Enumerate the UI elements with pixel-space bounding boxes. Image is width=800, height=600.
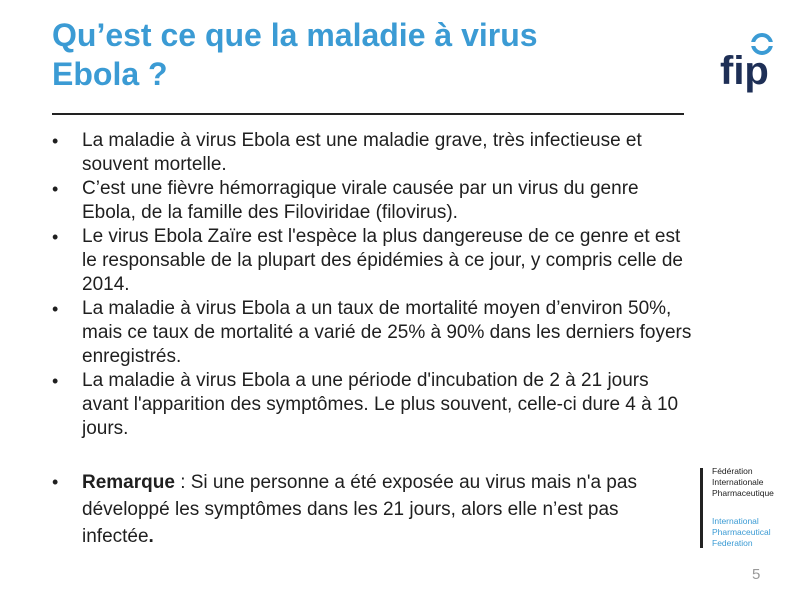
remark-label: Remarque [82,472,175,493]
bullet-marker: • [52,227,59,247]
bullet-text: La maladie à virus Ebola a un taux de mortalité moyen d’environ 50%, mais ce taux de mortalité a varié de 25% à 90% dans les derniers foyers enregistrés. [82,298,692,367]
organization-name-french [712,466,792,499]
organization-name-english [712,516,792,549]
page-number: 5 [752,566,761,583]
remark-text: : Si une personne a été exposée au virus mais n'a pas développé les symptômes dans les 21 jours, alors elle n’est pas infectée [82,472,637,547]
org-en-line: International [712,516,759,526]
bullet-item [52,225,692,297]
bullet-marker: • [52,472,59,492]
bullet-list [52,129,692,441]
slide-title-line-2: Ebola ? [52,56,168,92]
bullet-text: La maladie à virus Ebola a une période d'incubation de 2 à 21 jours avant l'apparition des symptômes. Le plus souvent, celle-ci dure 4 à 10 jours. [82,370,679,439]
fip-logo-text: fip [720,49,769,93]
slide-title [52,16,672,94]
bullet-marker: • [52,131,59,151]
fip-logo [718,30,778,100]
org-en-line: Federation [712,538,753,548]
org-fr-line: Pharmaceutique [712,488,774,498]
organization-bar [700,468,703,548]
bullet-text: La maladie à virus Ebola est une maladie grave, très infectieuse et souvent mortelle. [82,130,642,175]
bullet-item [52,297,692,369]
title-divider [52,113,684,115]
org-fr-line: Fédération [712,466,753,476]
bullet-item [52,129,692,177]
bullet-item [52,177,692,225]
remark-note [52,469,672,550]
slide-title-line-1: Qu’est ce que la maladie à virus [52,17,538,53]
bullet-marker: • [52,179,59,199]
bullet-text: Le virus Ebola Zaïre est l'espèce la plus dangereuse de ce genre et est le responsable de la plupart des épidémies à ce jour, y compris celle de 2014. [82,226,683,295]
org-en-line: Pharmaceutical [712,527,771,537]
bullet-text: C’est une fièvre hémorragique virale causée par un virus du genre Ebola, de la famille des Filoviridae (filovirus). [82,178,639,223]
fip-logo-accent-bar [751,42,773,46]
bullet-marker: • [52,371,59,391]
org-fr-line: Internationale [712,477,764,487]
remark-end: . [148,526,154,547]
bullet-item [52,369,692,441]
bullet-marker: • [52,299,59,319]
